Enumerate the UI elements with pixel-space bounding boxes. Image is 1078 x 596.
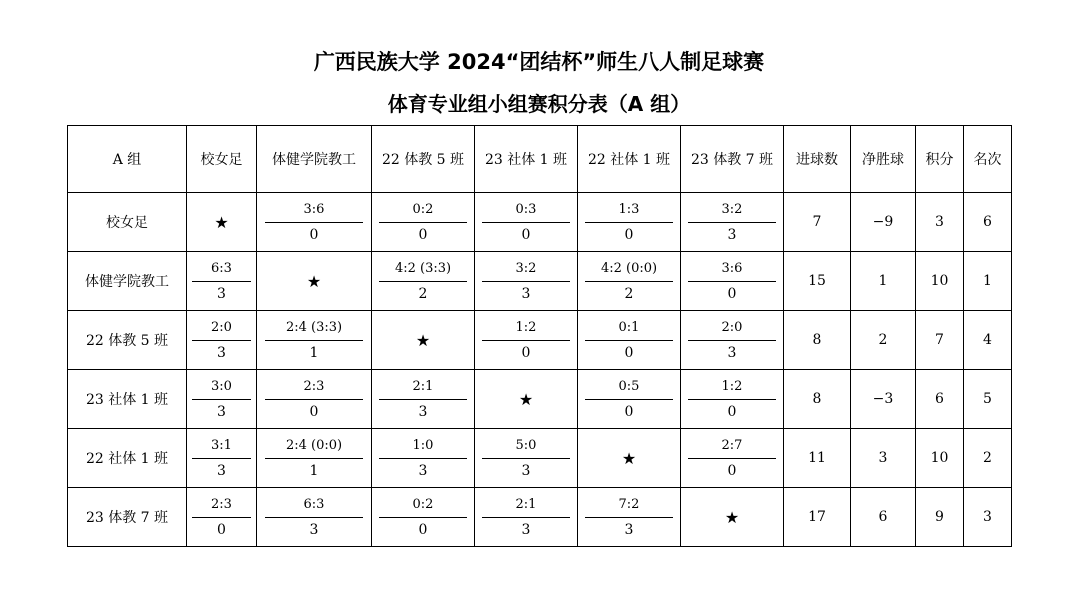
page-subtitle: 体育专业组小组赛积分表（A 组） [387,92,691,116]
score-divider [192,399,251,400]
match-result-cell [681,311,784,370]
match-score: 2:3 [211,496,232,512]
rank-cell: 4 [964,311,1012,370]
score-divider [192,340,251,341]
rank-cell: 2 [964,429,1012,488]
match-points: 3 [418,462,428,479]
match-score: 1:0 [412,437,434,453]
match-points: 2 [624,285,634,302]
match-result-cell [475,429,578,488]
match-points: 3 [624,521,634,538]
match-points: 0 [217,521,226,538]
table-row [68,311,1012,370]
match-result-cell [372,429,475,488]
self-match-star-icon: ★ [681,488,784,547]
goals-cell: 15 [784,252,851,311]
header-cell: 22 体教 5 班 [372,126,475,193]
match-result-cell [475,311,578,370]
table-row [68,370,1012,429]
score-divider [379,458,467,459]
match-result-cell [372,488,475,547]
self-match-star-icon: ★ [475,370,578,429]
match-points: 0 [624,226,634,243]
points-cell: 3 [916,193,964,252]
match-result-cell [257,311,372,370]
match-score: 5:0 [515,437,537,453]
match-points: 3 [309,521,319,538]
match-result-cell [578,193,681,252]
team-name-cell: 22 体教 5 班 [68,311,187,370]
score-divider [379,517,467,518]
score-divider [265,399,363,400]
rank-cell: 6 [964,193,1012,252]
table-row [68,488,1012,547]
team-name-cell: 校女足 [68,193,187,252]
match-points: 3 [727,226,737,243]
match-points: 3 [217,285,226,302]
match-score: 6:3 [303,496,325,512]
match-result-cell [257,193,372,252]
match-score: 7:2 [618,496,640,512]
match-points: 0 [624,403,634,420]
match-points: 0 [309,403,319,420]
rank-cell: 1 [964,252,1012,311]
header-cell: 名次 [964,126,1012,193]
match-points: 3 [418,403,428,420]
match-score: 4:2 (0:0) [600,260,658,276]
match-score: 0:3 [515,201,537,217]
score-divider [482,458,570,459]
match-result-cell [681,370,784,429]
goals-cell: 7 [784,193,851,252]
match-score: 2:4 (0:0) [285,437,343,453]
match-points: 0 [418,521,428,538]
points-cell: 10 [916,252,964,311]
score-divider [482,222,570,223]
score-divider [688,399,776,400]
match-points: 3 [521,285,531,302]
match-result-cell [578,252,681,311]
match-score: 3:6 [721,260,743,276]
match-points: 0 [727,462,737,479]
score-divider [688,340,776,341]
match-points: 1 [309,462,319,479]
goal-difference-cell: 6 [851,488,916,547]
goal-difference-cell: 3 [851,429,916,488]
score-divider [379,399,467,400]
score-divider [192,458,251,459]
match-result-cell [187,429,257,488]
match-result-cell [187,370,257,429]
match-score: 1:2 [515,319,537,335]
score-divider [265,458,363,459]
match-points: 3 [727,344,737,361]
score-divider [482,281,570,282]
goals-cell: 17 [784,488,851,547]
points-cell: 6 [916,370,964,429]
score-divider [482,517,570,518]
match-score: 3:1 [211,437,232,453]
match-result-cell [475,193,578,252]
match-result-cell [475,488,578,547]
score-divider [192,281,251,282]
match-points: 2 [418,285,428,302]
score-divider [379,222,467,223]
header-cell: 进球数 [784,126,851,193]
rank-cell: 5 [964,370,1012,429]
goals-cell: 11 [784,429,851,488]
score-divider [585,399,673,400]
header-row [68,126,1012,193]
header-cell: 23 社体 1 班 [475,126,578,193]
match-points: 0 [727,285,737,302]
match-score: 2:4 (3:3) [285,319,343,335]
match-score: 3:0 [211,378,232,394]
header-cell: 22 社体 1 班 [578,126,681,193]
header-cell: 校女足 [187,126,257,193]
match-score: 2:0 [721,319,743,335]
score-divider [265,222,363,223]
score-divider [585,222,673,223]
match-points: 3 [217,462,226,479]
match-score: 2:1 [412,378,434,394]
match-result-cell [372,193,475,252]
match-result-cell [187,252,257,311]
match-result-cell [257,488,372,547]
header-cell: 体健学院教工 [257,126,372,193]
team-name-cell: 体健学院教工 [68,252,187,311]
team-name-cell: 23 体教 7 班 [68,488,187,547]
score-divider [585,340,673,341]
score-divider [265,340,363,341]
match-result-cell [475,252,578,311]
match-score: 3:2 [721,201,743,217]
match-result-cell [372,252,475,311]
self-match-star-icon: ★ [372,311,475,370]
match-result-cell [578,311,681,370]
match-score: 2:7 [721,437,743,453]
points-cell: 9 [916,488,964,547]
match-points: 1 [309,344,319,361]
match-score: 4:2 (3:3) [394,260,452,276]
match-points: 3 [217,403,226,420]
match-score: 0:2 [412,496,434,512]
match-score: 1:2 [721,378,743,394]
match-score: 0:2 [412,201,434,217]
match-score: 3:2 [515,260,537,276]
match-result-cell [681,252,784,311]
match-points: 0 [418,226,428,243]
match-score: 0:1 [618,319,640,335]
table-row [68,252,1012,311]
points-cell: 10 [916,429,964,488]
match-score: 2:0 [211,319,232,335]
table-row [68,429,1012,488]
header-cell: 23 体教 7 班 [681,126,784,193]
header-cell: 净胜球 [851,126,916,193]
score-divider [585,281,673,282]
match-result-cell [578,488,681,547]
match-score: 2:3 [303,378,325,394]
goal-difference-cell: −9 [851,193,916,252]
goal-difference-cell: 2 [851,311,916,370]
match-points: 0 [521,226,531,243]
team-name-cell: 23 社体 1 班 [68,370,187,429]
goal-difference-cell: 1 [851,252,916,311]
match-points: 3 [521,521,531,538]
goals-cell: 8 [784,370,851,429]
match-points: 3 [521,462,531,479]
match-points: 0 [624,344,634,361]
rank-cell: 3 [964,488,1012,547]
match-result-cell [578,370,681,429]
score-divider [192,517,251,518]
score-divider [585,517,673,518]
match-points: 3 [217,344,226,361]
self-match-star-icon: ★ [187,193,257,252]
team-name-cell: 22 社体 1 班 [68,429,187,488]
match-score: 0:5 [618,378,640,394]
goals-cell: 8 [784,311,851,370]
match-result-cell [257,429,372,488]
self-match-star-icon: ★ [578,429,681,488]
header-cell: A 组 [68,126,187,193]
match-result-cell [372,370,475,429]
header-cell: 积分 [916,126,964,193]
match-points: 0 [309,226,319,243]
match-points: 0 [727,403,737,420]
score-divider [688,222,776,223]
match-score: 6:3 [211,260,232,276]
match-result-cell [187,488,257,547]
score-divider [688,458,776,459]
score-divider [265,517,363,518]
match-score: 2:1 [515,496,537,512]
match-result-cell [681,429,784,488]
score-divider [379,281,467,282]
score-divider [688,281,776,282]
match-result-cell [257,370,372,429]
match-result-cell [187,311,257,370]
match-score: 3:6 [303,201,325,217]
goal-difference-cell: −3 [851,370,916,429]
standings-table [67,125,1012,547]
table-row [68,193,1012,252]
self-match-star-icon: ★ [257,252,372,311]
page-title: 广西民族大学 2024“团结杯”师生八人制足球赛 [313,50,765,74]
match-score: 1:3 [618,201,640,217]
match-points: 0 [521,344,531,361]
points-cell: 7 [916,311,964,370]
score-divider [482,340,570,341]
match-result-cell [681,193,784,252]
